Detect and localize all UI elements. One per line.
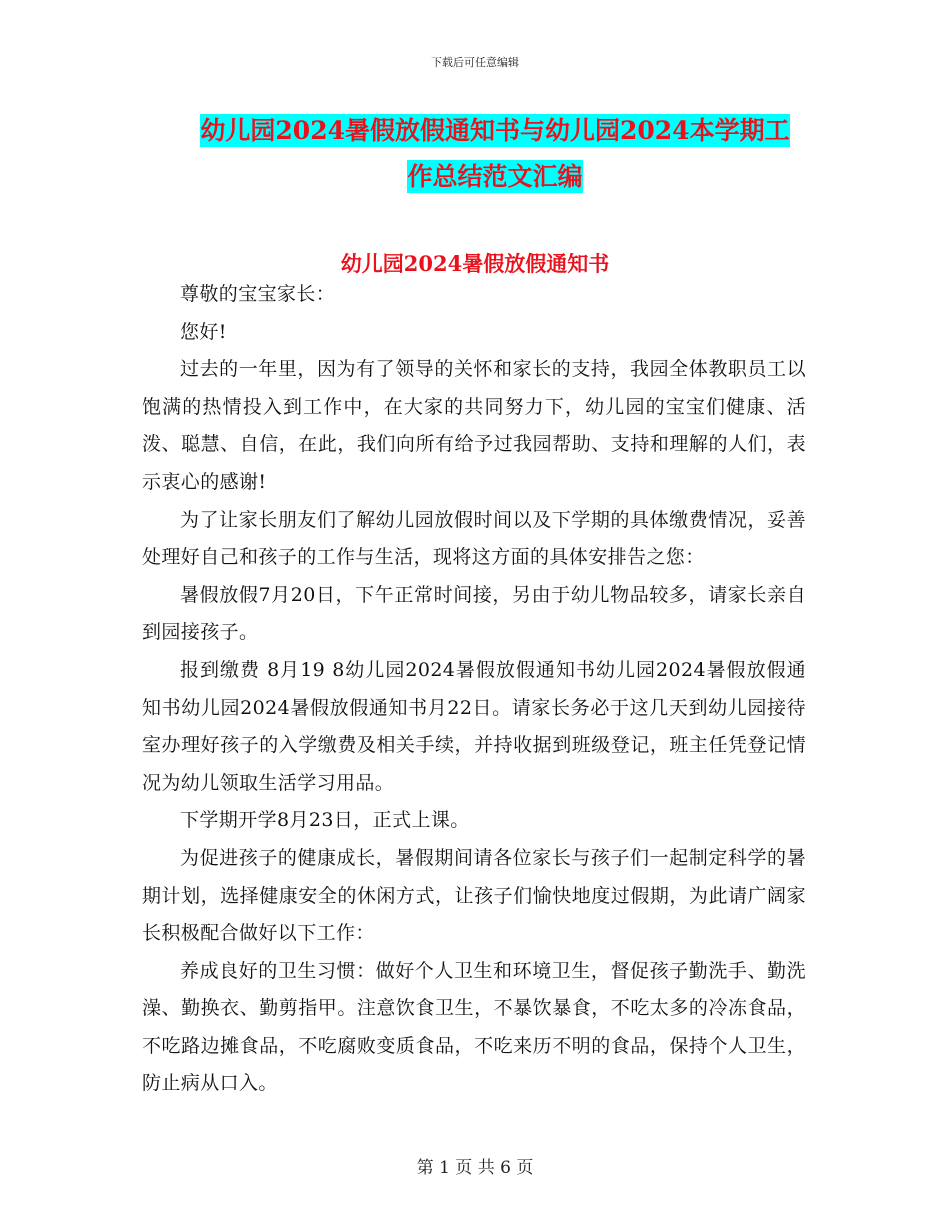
body-paragraph: 下学期开学8月23日，正式上课。: [180, 809, 470, 832]
greeting: 您好!: [180, 320, 227, 343]
body-paragraph: 过去的一年里，因为有了领导的关怀和家长的支持，我园全体教职员工以饱满的热情投入到工作中，在大家的共同努力下，幼儿园的宝宝们健康、活泼、聪慧、自信，在此，我们向所有给予过我园帮助、支持和理解的人们，表示衷心的感谢!: [142, 358, 806, 493]
salutation: 尊敬的宝宝家长：: [180, 283, 336, 305]
body-paragraph: 报到缴费 8月19 8幼儿园2024暑假放假通知书幼儿园2024暑假放假通知书幼儿园2024暑假放假通知书月22日。请家长务必于这几天到幼儿园接待室办理好孩子的入学缴费及相关手续，并持收据到班级登记，班主任凭登记情况为幼儿领取生活学习用品。: [142, 658, 806, 794]
body-paragraph: 为了让家长朋友们了解幼儿园放假时间以及下学期的具体缴费情况，妥善处理好自己和孩子的工作与生活，现将这方面的具体安排告之您：: [142, 508, 806, 569]
body-paragraph: 养成良好的卫生习惯：做好个人卫生和环境卫生，督促孩子勤洗手、勤洗澡、勤换衣、勤剪指甲。注意饮食卫生，不暴饮暴食，不吃太多的冷冻食品，不吃路边摊食品，不吃腐败变质食品，不吃来历不明的食品，保持个人卫生，防止病从口入。: [142, 959, 806, 1095]
page-footer: 第 1 页 共 6 页: [416, 1158, 534, 1178]
notice-title: 幼儿园2024暑假放假通知书: [340, 251, 610, 276]
body-paragraph: 暑假放假7月20日，下午正常时间接，另由于幼儿物品较多，请家长亲自到园接孩子。: [142, 583, 806, 644]
document-title-line-2: 作总结范文汇编: [407, 162, 583, 191]
document-body: [142, 276, 806, 1103]
body-paragraph: 为促进孩子的健康成长，暑假期间请各位家长与孩子们一起制定科学的暑期计划，选择健康安全的休闲方式，让孩子们愉快地度过假期，为此请广阔家长积极配合做好以下工作：: [142, 846, 806, 945]
page-header-note: 下载后可任意编辑: [431, 56, 519, 69]
document-title: [130, 108, 860, 200]
document-title-line-1: 幼儿园2024暑假放假通知书与幼儿园2024本学期工: [200, 116, 790, 145]
